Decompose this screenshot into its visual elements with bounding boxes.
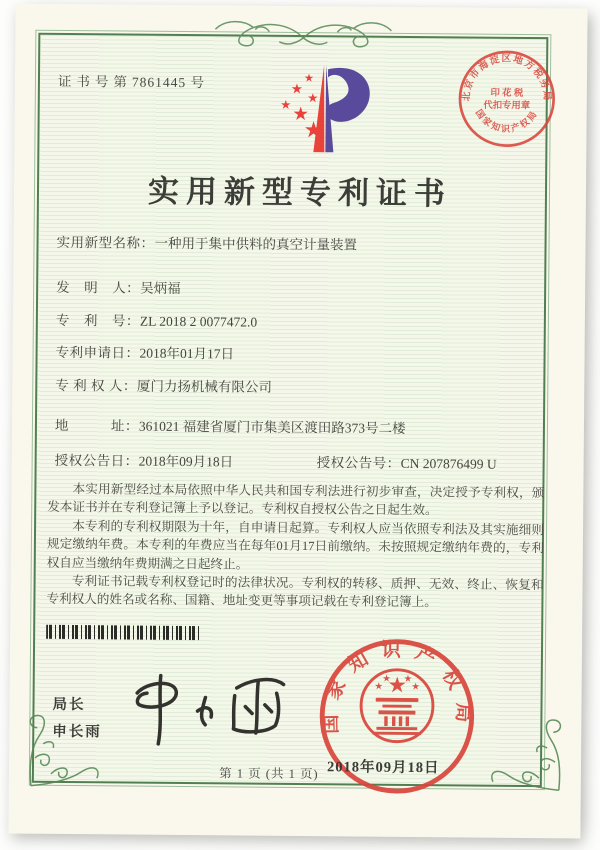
field-filing-date (56, 344, 556, 366)
field-label: 专利申请日： (55, 344, 140, 361)
field-utility-model-name (56, 234, 556, 256)
page-number: 第 1 页 (共 1 页) (219, 766, 319, 782)
field-value: 2018年01月17日 (139, 345, 235, 362)
certificate-paper (8, 4, 587, 839)
barcode (46, 625, 201, 640)
certificate-title: 实用新型专利证书 (147, 173, 453, 212)
field-label: 地 址： (54, 417, 140, 434)
certificate-number-digits: 7861445 (131, 74, 187, 91)
tax-stamp-line1: 印 花 税 (490, 88, 524, 99)
field-grant-date (55, 453, 234, 470)
legal-text (46, 480, 544, 613)
commissioner-signature (121, 660, 317, 757)
field-label: 发 明 人： (56, 279, 141, 296)
field-label: 授权公告日： (54, 452, 139, 469)
patent-office-logo-icon (272, 56, 377, 169)
certificate-number (58, 70, 205, 91)
commissioner-name: 申长雨 (52, 723, 102, 741)
field-address (55, 417, 555, 439)
field-label: 专 利 号： (55, 312, 140, 329)
legal-paragraph-1: 本实用新型经过本局依照中华人民共和国专利法进行初步审查，决定授予专利权，颁发本证书并在专利登记簿上予以登记。专利权自授权公告之日起生效。 (47, 482, 545, 518)
tax-stamp-line2: 代扣专用章 (483, 100, 531, 112)
tax-stamp-arc-top-text: 北京市海淀区地方税务局 (461, 53, 553, 103)
field-value: ZL 2018 2 0077472.0 (139, 313, 258, 330)
national-emblem-icon (361, 669, 433, 741)
field-value: 吴炳福 (140, 280, 181, 296)
field-label: 实用新型名称： (56, 234, 155, 251)
field-patent-number (56, 312, 556, 334)
tax-bureau-stamp (454, 46, 559, 151)
legal-paragraph-2: 本专利的专利权期限为十年，自申请日起算。专利权人应当依照专利法及其实施细则规定缴纳年费。本专利的年费应当在每年01月17日前缴纳。未按照规定缴纳年费的，专利权自应当缴纳年费期满之日起终止。 (46, 518, 545, 572)
field-label: 授权公告号： (316, 455, 401, 471)
tax-stamp-arc-bottom-text: 国家知识产权局 (473, 107, 540, 134)
certificate-fields (55, 234, 557, 474)
field-value: 2018年09月18日 (138, 453, 234, 470)
certificate-number-suffix: 号 (190, 75, 206, 91)
field-value: 厦门力扬机械有限公司 (136, 378, 272, 395)
field-value: CN 207876499 U (400, 455, 497, 472)
field-grant-number (317, 454, 497, 474)
field-inventor (56, 279, 556, 301)
field-value: 一种用于集中供料的真空计量装置 (154, 235, 358, 253)
commissioner-title: 局长 (52, 696, 86, 714)
legal-paragraph-3: 专利证书记载专利权登记时的法律状况。专利权的转移、质押、无效、终止、恢复和专利权人的姓名或名称、国籍、地址变更等事项记载在专利登记簿上。 (46, 574, 544, 610)
office-seal-arc-text: 国家知识产权局 (320, 640, 474, 736)
field-patentee (55, 377, 555, 399)
grant-seal-date: 2018年09月18日 (326, 759, 440, 777)
certificate-number-prefix: 证书号第 (57, 73, 133, 90)
commissioner-block (52, 692, 102, 746)
field-value: 361021 福建省厦门市集美区渡田路373号二楼 (138, 418, 406, 436)
field-label: 专 利 权 人： (55, 377, 137, 394)
